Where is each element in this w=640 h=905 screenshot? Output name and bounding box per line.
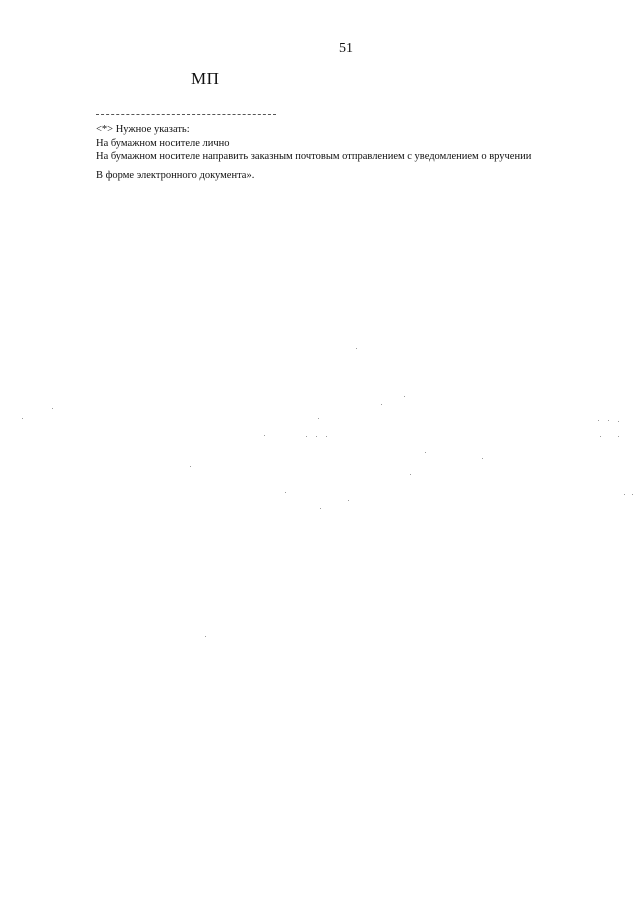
footnote-option-paper-by-mail: На бумажном носителе направить заказным почтовым отправлением с уведомлением о вручении [96, 151, 532, 162]
footnote-option-electronic: В форме электронного документа». [96, 169, 255, 181]
footnote-option-paper-in-person: На бумажном носителе лично [96, 137, 230, 149]
page-number: 51 [339, 41, 353, 56]
footnote-separator [96, 114, 276, 115]
footnote [96, 123, 531, 182]
footnote-heading: <*> Нужное указать: [96, 124, 190, 135]
stamp-placeholder-label: МП [191, 69, 220, 88]
